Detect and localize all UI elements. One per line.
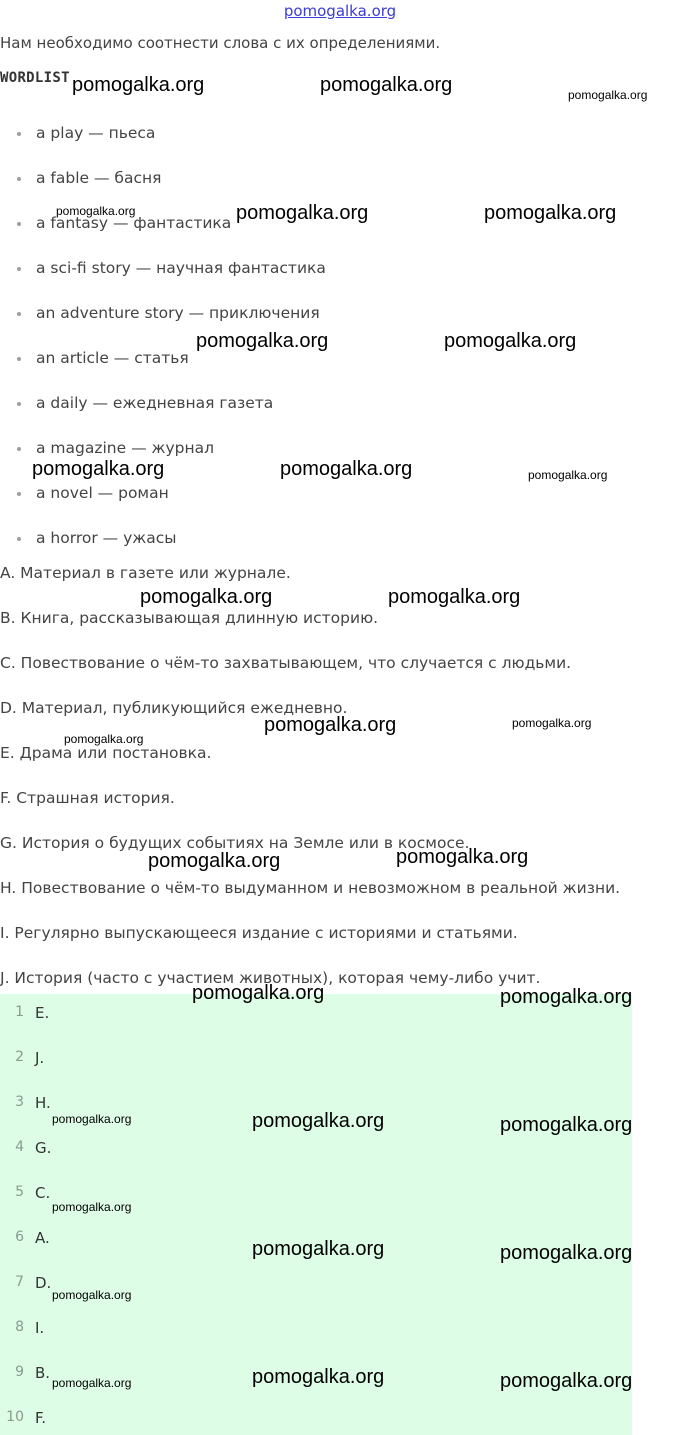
watermark: pomogalka.org [512,716,592,730]
header-watermark-link[interactable]: pomogalka.org [283,2,397,20]
definition-j: J. История (часто с участием животных), которая чему-либо учит. [0,969,541,987]
answer-letter: D. [35,1274,52,1292]
watermark: pomogalka.org [148,850,281,872]
watermark: pomogalka.org [252,1238,385,1260]
watermark: pomogalka.org [500,1370,633,1392]
watermark: pomogalka.org [568,88,648,102]
answer-number: 4 [15,1139,24,1155]
watermark: pomogalka.org [264,714,397,736]
answer-number: 2 [15,1049,24,1065]
watermark: pomogalka.org [500,1114,633,1136]
bullet-icon [17,447,21,451]
definition-c: C. Повествование о чём-то захватывающем, что случается с людьми. [0,654,572,672]
wordlist-item: a fable — басня [36,169,161,187]
bullet-icon [17,537,21,541]
watermark: pomogalka.org [444,330,577,352]
watermark: pomogalka.org [56,204,136,218]
wordlist-item: a play — пьеса [36,124,155,142]
definition-a: A. Материал в газете или журнале. [0,564,291,582]
watermark: pomogalka.org [52,1288,132,1302]
answer-number: 10 [6,1409,24,1425]
bullet-icon [17,312,21,316]
answer-letter: A. [35,1229,50,1247]
definition-g: G. История о будущих событиях на Земле или в космосе. [0,834,470,852]
wordlist-item: a fantasy — фантастика [36,214,231,232]
answer-letter: H. [35,1094,51,1112]
answer-letter: J. [35,1049,45,1067]
watermark: pomogalka.org [236,202,369,224]
answer-letter: G. [35,1139,52,1157]
wordlist-item: an article — статья [36,349,189,367]
watermark: pomogalka.org [32,458,165,480]
wordlist-title: WORDLIST [0,70,70,86]
definition-h: H. Повествование о чём-то выдуманном и невозможном в реальной жизни. [0,879,621,897]
watermark: pomogalka.org [484,202,617,224]
watermark: pomogalka.org [528,468,608,482]
definition-e: E. Драма или постановка. [0,744,212,762]
watermark: pomogalka.org [52,1112,132,1126]
bullet-icon [17,132,21,136]
answer-letter: I. [35,1319,45,1337]
bullet-icon [17,402,21,406]
watermark: pomogalka.org [280,458,413,480]
answer-number: 6 [15,1229,24,1245]
wordlist-item: a daily — ежедневная газета [36,394,273,412]
bullet-icon [17,177,21,181]
watermark: pomogalka.org [252,1366,385,1388]
answer-number: 3 [15,1094,24,1110]
watermark: pomogalka.org [500,1242,633,1264]
answer-number: 9 [15,1364,24,1380]
bullet-icon [17,357,21,361]
watermark: pomogalka.org [252,1110,385,1132]
definition-f: F. Страшная история. [0,789,175,807]
bullet-icon [17,267,21,271]
answer-number: 5 [15,1184,24,1200]
answer-number: 8 [15,1319,24,1335]
answer-number: 7 [15,1274,24,1290]
answer-letter: B. [35,1364,51,1382]
intro-text: Нам необходимо соотнести слова с их определениями. [0,34,441,52]
watermark: pomogalka.org [320,74,453,96]
watermark: pomogalka.org [52,1376,132,1390]
watermark: pomogalka.org [52,1200,132,1214]
bullet-icon [17,492,21,496]
wordlist-item: an adventure story — приключения [36,304,320,322]
watermark: pomogalka.org [196,330,329,352]
definition-d: D. Материал, публикующийся ежедневно. [0,699,348,717]
wordlist-item: a magazine — журнал [36,439,214,457]
answer-number: 1 [15,1004,24,1020]
answer-letter: C. [35,1184,51,1202]
watermark: pomogalka.org [140,586,273,608]
wordlist-item: a novel — роман [36,484,169,502]
bullet-icon [17,222,21,226]
watermark: pomogalka.org [396,846,529,868]
wordlist-item: a sci-fi story — научная фантастика [36,259,326,277]
watermark: pomogalka.org [64,732,144,746]
watermark: pomogalka.org [72,74,205,96]
answer-letter: F. [35,1409,46,1427]
answer-letter: E. [35,1004,50,1022]
definition-i: I. Регулярно выпускающееся издание с историями и статьями. [0,924,518,942]
definition-b: B. Книга, рассказывающая длинную историю. [0,609,379,627]
answers-panel [0,994,632,1435]
watermark: pomogalka.org [192,982,325,1004]
watermark: pomogalka.org [500,986,633,1008]
watermark: pomogalka.org [388,586,521,608]
wordlist-item: a horror — ужасы [36,529,176,547]
